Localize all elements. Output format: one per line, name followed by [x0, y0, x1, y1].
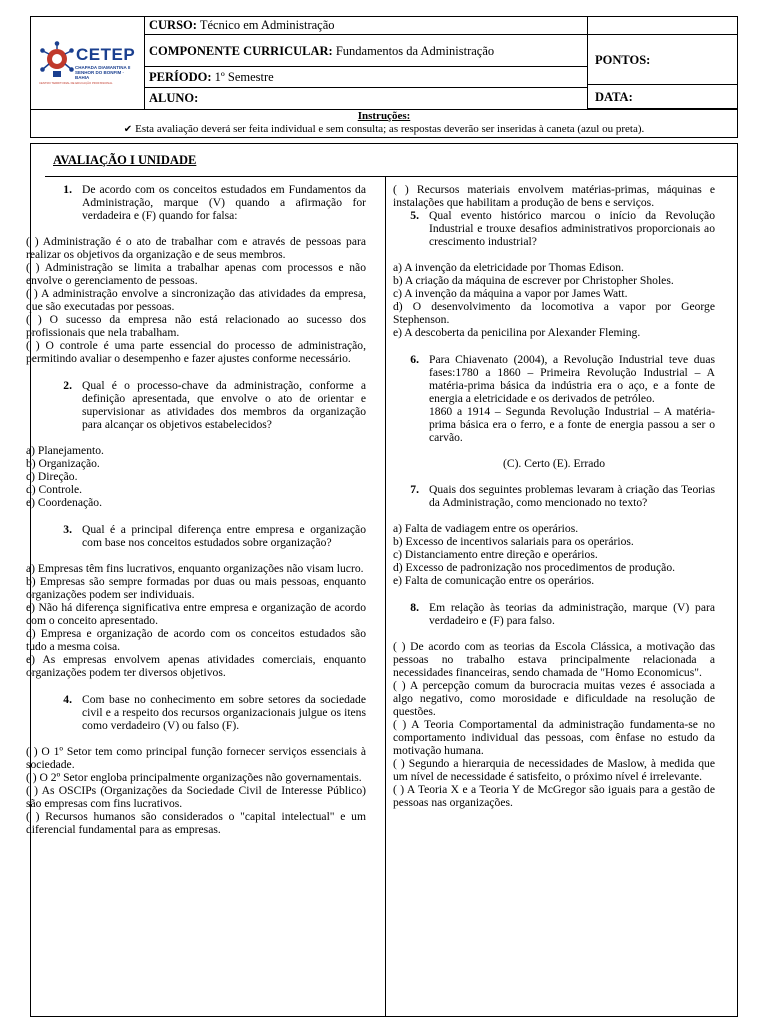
question-text: Qual é a principal diferença entre empresa e organização com base nos conceitos estudados sobre organização? [82, 523, 366, 549]
list-item: b) Organização. [26, 457, 100, 470]
list-item: e) Falta de comunicação entre os operários. [393, 574, 595, 587]
blank-cell [587, 17, 737, 35]
question-6 [393, 353, 715, 444]
question-text: Quais dos seguintes problemas levaram à criação das Teorias da Administração, como mencionado no texto? [429, 483, 715, 509]
periodo-value: 1º Semestre [214, 70, 274, 84]
list-item: ( ) Recursos humanos são considerados o "capital intelectual" e um diferencial fundamental para as empresas. [26, 810, 366, 836]
question-number: 4. [63, 693, 72, 706]
left-column [26, 183, 366, 836]
pontos-cell: PONTOS: [587, 35, 737, 85]
list-item: c) Direção. [26, 470, 78, 483]
data-cell: DATA: [587, 85, 737, 109]
logo-caption: CENTRO TERRITORIAL DE EDUCAÇÃO PROFISSIONAL [39, 81, 113, 85]
list-item: c) Distanciamento entre direção e operários. [393, 548, 598, 561]
instructions-text: ✔ Esta avaliação deverá ser feita individual e sem consulta; as respostas deverão ser inseridas à caneta (azul ou preta). [123, 123, 645, 135]
right-column [393, 183, 715, 809]
componente-value: Fundamentos da Administração [335, 44, 495, 58]
list-item: ( ) Administração é o ato de trabalhar com e através de pessoas para realizar os objetivos da organização e de seus membros. [26, 235, 366, 261]
list-item: d) Empresa e organização de acordo com os conceitos estudados são tudo a mesma coisa. [26, 627, 366, 653]
question-1 [46, 183, 366, 222]
instructions [31, 109, 737, 137]
question-text: De acordo com os conceitos estudados em Fundamentos da Administração, marque (V) quando a afirmação for verdadeira e (F) quando for falsa: [82, 183, 366, 222]
question-text: Qual evento histórico marcou o início da Revolução Industrial e trouxe desafios administrativos proporcionais ao crescimento industrial? [429, 209, 715, 248]
list-item: ( ) A administração envolve a sincronização das atividades da empresa, que são executadas por pessoas. [26, 287, 366, 313]
question-5 [393, 209, 715, 248]
list-item: ( ) O controle é uma parte essencial do processo de administração, permitindo avaliar o desempenho e fazer ajustes conforme necessário. [26, 339, 366, 365]
list-item: b) A criação da máquina de escrever por Christopher Sholes. [393, 274, 674, 287]
logo-network-icon [39, 41, 75, 81]
componente-label: COMPONENTE CURRICULAR: [149, 44, 333, 58]
question-number: 7. [410, 483, 419, 496]
list-item: d) O desenvolvimento da locomotiva a vapor por George Stephenson. [393, 300, 715, 326]
list-item: ( ) As OSCIPs (Organizações da Sociedade Civil de Interesse Público) são empresas com fins lucrativos. [26, 784, 366, 810]
logo-cell [31, 17, 145, 109]
list-item: ( ) Segundo a hierarquia de necessidades de Maslow, à medida que um nível de necessidade é satisfeito, o próximo nível é irrelevante. [393, 757, 715, 783]
question-text: Qual é o processo-chave da administração, conforme a definição apresentada, que envolve o ato de orientar e supervisionar as atividades dos membros da organização para alcançar os objetivos estabelecidos? [82, 379, 366, 431]
curso-label: CURSO: [149, 18, 197, 32]
logo-brand: CETEP [76, 45, 136, 64]
list-item: d) Controle. [26, 483, 83, 496]
question-number: 8. [410, 601, 419, 614]
list-item: ( ) O sucesso da empresa não está relacionado ao sucesso dos profissionais que nela trabalham. [26, 313, 366, 339]
question-number: 6. [410, 353, 419, 366]
list-item: b) Excesso de incentivos salariais para os operários. [393, 535, 634, 548]
list-item: a) A invenção da eletricidade por Thomas Edison. [393, 261, 624, 274]
list-item: a) Planejamento. [26, 444, 104, 457]
periodo-row [145, 67, 587, 88]
question-text: Em relação às teorias da administração, marque (V) para verdadeiro e (F) para falso. [429, 601, 715, 627]
list-item: e) A descoberta da penicilina por Alexander Fleming. [393, 326, 641, 339]
list-item: c) A invenção da máquina a vapor por James Watt. [393, 287, 628, 300]
question-8 [393, 601, 715, 627]
checkmark-icon: ✔ [123, 124, 133, 135]
answer-options: (C). Certo (E). Errado [502, 457, 606, 470]
list-item: ( ) O 2º Setor engloba principalmente organizações não governamentais. [26, 771, 362, 784]
aluno-label: ALUNO: [149, 91, 199, 105]
list-item: ( ) A Teoria X e a Teoria Y de McGregor são iguais para a gestão de pessoas nas organizações. [393, 783, 715, 809]
list-item: e) Não há diferença significativa entre empresa e organização de acordo com o conceito apresentado. [26, 601, 366, 627]
column-divider [385, 177, 386, 1017]
list-item: ( ) De acordo com as teorias da Escola Clássica, a motivação das pessoas no trabalho estava principalmente relacionada a necessidades financeiras, sendo chamada de "Homo Economicus". [393, 640, 715, 679]
question-number: 1. [63, 183, 72, 196]
question-number: 5. [410, 209, 419, 222]
question-number: 3. [63, 523, 72, 536]
question-text: Com base no conhecimento em sobre setores da sociedade civil e a respeito dos recursos organizacionais julgue os itens como verdadeiro (V) ou falso (F). [82, 693, 366, 732]
periodo-label: PERÍODO: [149, 70, 212, 84]
logo-subtitle: CHAPADA DIAMANTINA II SENHOR DO BONFIM · BAHIA [75, 65, 131, 80]
question-2 [46, 379, 366, 431]
header-table [30, 16, 738, 138]
list-item: ( ) Recursos materiais envolvem matérias-primas, máquinas e instalações que habilitam a produção de bens e serviços. [393, 183, 715, 209]
list-item: ( ) Administração se limita a trabalhar apenas com processos e não envolve o gerenciamento de pessoas. [26, 261, 366, 287]
list-item: b) Empresas são sempre formadas por duas ou mais pessoas, enquanto organizações podem ser individuais. [26, 575, 366, 601]
list-item: e) Coordenação. [26, 496, 102, 509]
school-logo [39, 41, 139, 85]
question-number: 2. [63, 379, 72, 392]
question-text: Para Chiavenato (2004), a Revolução Industrial teve duas fases:1780 a 1860 – Primeira Revolução Industrial – A matéria-prima básica da indústria era o aço, e a fonte de energia a eletricidade e os derivados de petróleo. 1860 a 1914 – Segunda Revolução Industrial – A matéria-prima básica era o ferro, e a fonte de energia passou a ser o carvão. [429, 353, 715, 444]
componente-row [145, 35, 587, 67]
list-item: ( ) O 1º Setor tem como principal função fornecer serviços essenciais à sociedade. [26, 745, 366, 771]
question-4 [46, 693, 366, 732]
list-item: ( ) A Teoria Comportamental da administração fundamenta-se no comportamento individual das pessoas, com ênfase no estudo da motivação humana. [393, 718, 715, 757]
title-rule [45, 176, 737, 177]
list-item: e) As empresas envolvem apenas atividades comerciais, enquanto organizações podem ter diversos objetivos. [26, 653, 366, 679]
curso-value: Técnico em Administração [199, 18, 335, 32]
curso-row [145, 17, 587, 35]
list-item: a) Empresas têm fins lucrativos, enquanto organizações não visam lucro. [26, 562, 364, 575]
exam-title: AVALIAÇÃO I UNIDADE [53, 153, 197, 167]
list-item: a) Falta de vadiagem entre os operários. [393, 522, 579, 535]
list-item: ( ) A percepção comum da burocracia muitas vezes é associada a algo negativo, como morosidade e dificuldade na resolução de questões. [393, 679, 715, 718]
question-7 [393, 483, 715, 509]
list-item: d) Excesso de padronização nos procedimentos de produção. [393, 561, 676, 574]
instructions-title: Instruções: [357, 110, 411, 122]
question-3 [46, 523, 366, 549]
